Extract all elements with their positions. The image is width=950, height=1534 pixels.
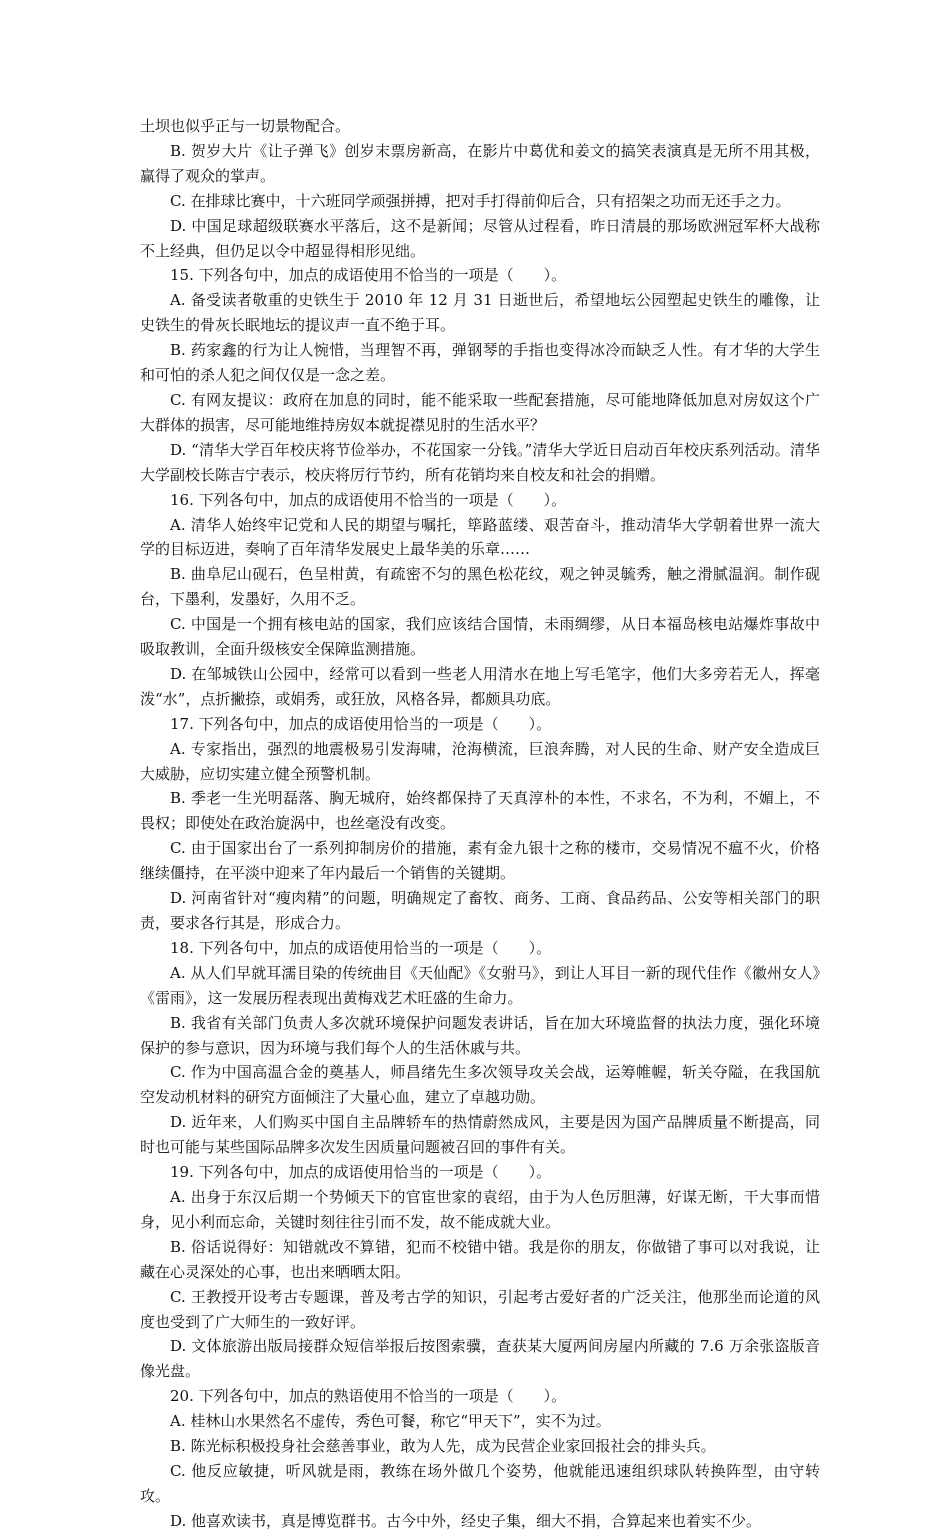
paragraph: 19. 下列各句中，加点的成语使用恰当的一项是（ ）。 <box>170 1163 552 1182</box>
paragraph: B. 季老一生光明磊落、胸无城府，始终都保持了天真淳朴的本性，不求名，不为利，不媚上，不畏权；即使处在政治旋涡中，也丝毫没有改变。 <box>140 789 820 833</box>
paragraph: 18. 下列各句中，加点的成语使用恰当的一项是（ ）。 <box>170 938 552 957</box>
paragraph: B. 我省有关部门负责人多次就环境保护问题发表讲话，旨在加大环境监督的执法力度，强化环境保护的参与意识，因为环境与我们每个人的生活休戚与共。 <box>140 1013 820 1057</box>
paragraph: A. 从人们早就耳濡目染的传统曲目《天仙配》《女驸马》，到让人耳目一新的现代佳作《徽州女人》《雷雨》，这一发展历程表现出黄梅戏艺术旺盛的生命力。 <box>140 963 820 1007</box>
paragraph: B. 俗话说得好：知错就改不算错，犯而不校错中错。我是你的朋友，你做错了事可以对我说，让藏在心灵深处的心事，也出来晒晒太阳。 <box>140 1237 820 1281</box>
paragraph: D. 文体旅游出版局接群众短信举报后按图索骥，查获某大厦两间房屋内所藏的 7.6 万余张盗版音像光盘。 <box>140 1337 820 1381</box>
exam-page <box>140 114 820 1534</box>
paragraph: 17. 下列各句中，加点的成语使用恰当的一项是（ ）。 <box>170 714 552 733</box>
paragraph: C. 王教授开设考古专题课，普及考古学的知识，引起考古爱好者的广泛关注，他那坐而论道的风度也受到了广大师生的一致好评。 <box>140 1287 820 1331</box>
paragraph: 16. 下列各句中，加点的成语使用不恰当的一项是（ ）。 <box>170 490 567 509</box>
paragraph: A. 出身于东汉后期一个势倾天下的官宦世家的袁绍，由于为人色厉胆薄，好谋无断，干大事而惜身，见小利而忘命，关键时刻往往引而不发，故不能成就大业。 <box>140 1187 820 1231</box>
paragraph: D. 在邹城铁山公园中，经常可以看到一些老人用清水在地上写毛笔字，他们大多旁若无人，挥毫泼“水”，点折撇捺，或娟秀，或狂放，风格各异，都颇具功底。 <box>140 664 820 708</box>
paragraph: C. 作为中国高温合金的奠基人，师昌绪先生多次领导攻关会战，运筹帷幄，斩关夺隘，在我国航空发动机材料的研究方面倾注了大量心血，建立了卓越功勋。 <box>140 1063 820 1107</box>
paragraph: B. 曲阜尼山砚石，色呈柑黄，有疏密不匀的黑色松花纹，观之钟灵毓秀，触之滑腻温润。制作砚台，下墨利，发墨好，久用不乏。 <box>140 565 820 609</box>
paragraph: C. 在排球比赛中，十六班同学顽强拼搏，把对手打得前仰后合，只有招架之功而无还手之力。 <box>170 191 791 210</box>
paragraph: A. 清华人始终牢记党和人民的期望与嘱托，筚路蓝缕、艰苦奋斗，推动清华大学朝着世界一流大学的目标迈进，奏响了百年清华发展史上最华美的乐章…… <box>140 515 820 559</box>
paragraph: B. 贺岁大片《让子弹飞》创岁末票房新高，在影片中葛优和姜文的搞笑表演真是无所不用其极，赢得了观众的掌声。 <box>140 141 820 185</box>
paragraph: C. 由于国家出台了一系列抑制房价的措施，素有金九银十之称的楼市，交易情况不瘟不火，价格继续僵持，在平淡中迎来了年内最后一个销售的关键期。 <box>140 839 820 883</box>
paragraph: B. 陈光标积极投身社会慈善事业，敢为人先，成为民营企业家回报社会的排头兵。 <box>170 1437 716 1456</box>
paragraph: 土坝也似乎正与一切景物配合。 <box>140 117 351 135</box>
paragraph: D. “清华大学百年校庆将节俭举办，不花国家一分钱。”清华大学近日启动百年校庆系列活动。清华大学副校长陈吉宁表示，校庆将厉行节约，所有花销均来自校友和社会的捐赠。 <box>140 440 820 484</box>
paragraph: A. 桂林山水果然名不虚传，秀色可餐，称它“甲天下”，实不为过。 <box>170 1412 611 1431</box>
paragraph: A. 备受读者敬重的史铁生于 2010 年 12 月 31 日逝世后，希望地坛公园塑起史铁生的雕像，让史铁生的骨灰长眠地坛的提议声一直不绝于耳。 <box>140 291 820 335</box>
paragraph: 20. 下列各句中，加点的熟语使用不恰当的一项是（ ）。 <box>170 1387 567 1406</box>
paragraph: D. 中国足球超级联赛水平落后，这不是新闻；尽管从过程看，昨日清晨的那场欧洲冠军杯大战称不上经典，但仍足以令中超显得相形见绌。 <box>140 216 820 260</box>
paragraph: D. 河南省针对“瘦肉精”的问题，明确规定了畜牧、商务、工商、食品药品、公安等相关部门的职责，要求各行其是，形成合力。 <box>140 889 820 932</box>
paragraph: D. 近年来，人们购买中国自主品牌轿车的热情蔚然成风，主要是因为国产品牌质量不断提高，同时也可能与某些国际品牌多次发生因质量问题被召回的事件有关。 <box>140 1113 820 1157</box>
paragraph: C. 中国是一个拥有核电站的国家，我们应该结合国情，未雨绸缪，从日本福岛核电站爆炸事故中吸取教训，全面升级核安全保障监测措施。 <box>140 615 820 659</box>
paragraph: A. 专家指出，强烈的地震极易引发海啸，沧海横流，巨浪奔腾，对人民的生命、财产安全造成巨大威胁，应切实建立健全预警机制。 <box>140 739 820 783</box>
paragraph: D. 他喜欢读书，真是博览群书。古今中外，经史子集，细大不捐，合算起来也着实不少。 <box>170 1511 762 1530</box>
paragraph: B. 药家鑫的行为让人惋惜，当理智不再，弹钢琴的手指也变得冰冷而缺乏人性。有才华的大学生和可怕的杀人犯之间仅仅是一念之差。 <box>140 341 820 385</box>
paragraph: C. 他反应敏捷，听风就是雨，教练在场外做几个姿势，他就能迅速组织球队转换阵型，由守转攻。 <box>140 1461 820 1505</box>
paragraph: C. 有网友提议：政府在加息的同时，能不能采取一些配套措施，尽可能地降低加息对房奴这个广大群体的损害，尽可能地维持房奴本就捉襟见肘的生活水平？ <box>140 390 820 434</box>
paragraph: 15. 下列各句中，加点的成语使用不恰当的一项是（ ）。 <box>170 266 567 285</box>
